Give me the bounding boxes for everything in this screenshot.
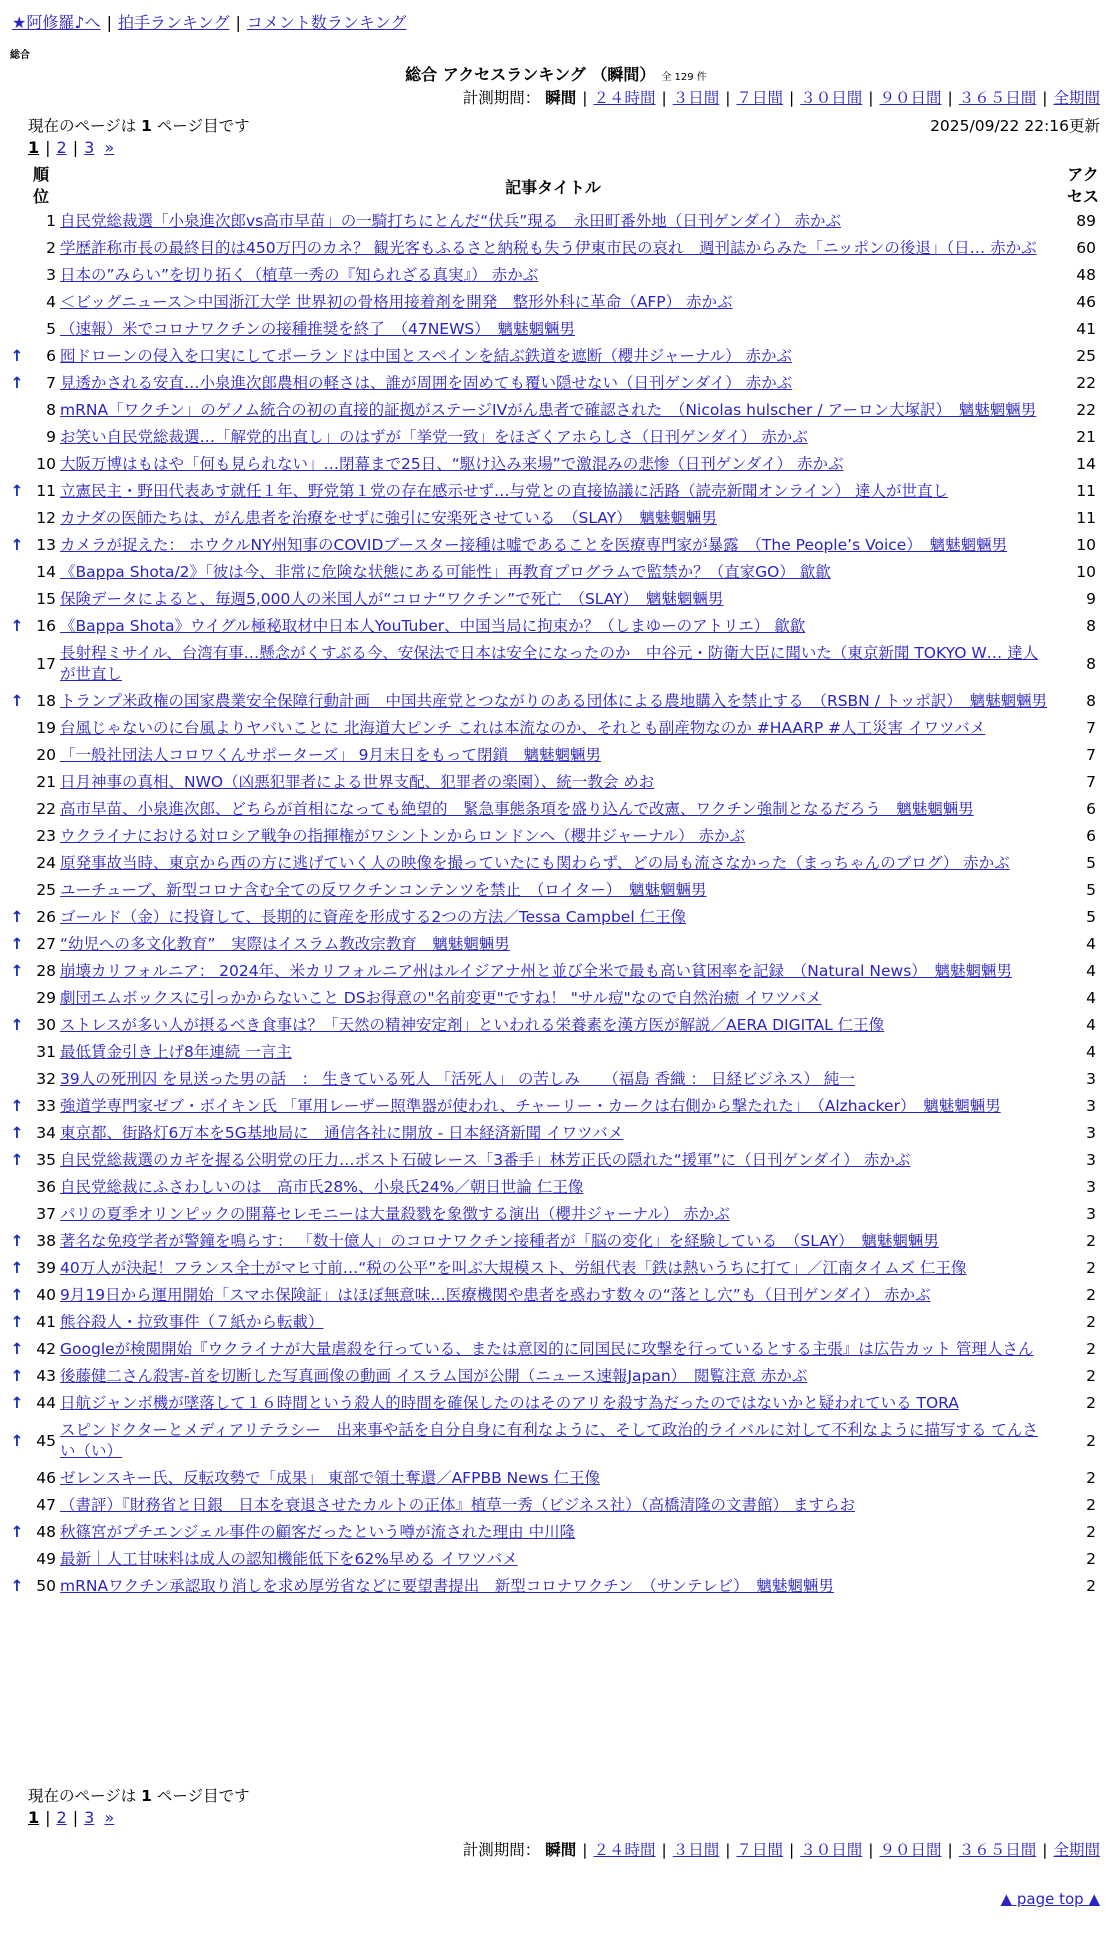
rank-number: 50: [36, 1577, 56, 1595]
period-label: 計測期間：: [462, 89, 541, 107]
rank-number: 38: [36, 1232, 56, 1250]
access-count: 8: [1086, 654, 1096, 673]
page-top-link[interactable]: ▲ page top ▲: [1000, 1890, 1100, 1908]
header-title: 記事タイトル: [505, 177, 601, 197]
access-count: 3: [1086, 1151, 1096, 1169]
article-link[interactable]: 崩壊カリフォルニア： 2024年、米カリフォルニア州はルイジアナ州と並び全米で最も高い貧困率を記録 （Natural News） 魑魅魍魎男: [60, 962, 1013, 980]
access-count: 7: [1086, 719, 1096, 737]
table-row: [8, 586, 1102, 613]
access-count: 41: [1076, 320, 1096, 338]
pager-next[interactable]: »: [104, 1808, 115, 1827]
table-row: [8, 985, 1102, 1012]
period-30d[interactable]: ３０日間: [800, 1841, 863, 1859]
rank-number: 32: [36, 1070, 56, 1088]
access-count: 22: [1076, 374, 1096, 392]
rank-number: 21: [36, 773, 56, 791]
period-90d[interactable]: ９０日間: [879, 1841, 942, 1859]
table-row: [8, 904, 1102, 931]
rank-number: 3: [46, 266, 56, 284]
article-link[interactable]: ゴールド（金）に投資して、長期的に資産を形成する2つの方法／Tessa Campbel 仁王像: [60, 908, 687, 926]
article-link[interactable]: 見透かされる安直…小泉進次郎農相の軽さは、誰が周囲を固めても覆い隠せない（日刊ゲンダイ） 赤かぶ: [60, 374, 793, 392]
article-link[interactable]: カメラが捉えた： ホウクルNY州知事のCOVIDブースター接種は嘘であることを医療専門家が暴露 （The People’s Voice） 魑魅魍魎男: [60, 536, 1008, 554]
rank-up-icon: ↑: [10, 1340, 24, 1358]
rank-number: 34: [36, 1124, 56, 1142]
article-link[interactable]: 保険データによると、毎週5,000人の米国人が“コロナ“ワクチン”で死亡 （SLAY） 魑魅魍魎男: [60, 590, 724, 608]
rank-up-icon: ↑: [10, 1367, 24, 1385]
table-row: [8, 823, 1102, 850]
period-90d[interactable]: ９０日間: [879, 89, 942, 107]
period-all[interactable]: 全期間: [1053, 1841, 1100, 1859]
article-link[interactable]: スピンドクターとメディアリテラシー 出来事や話を自分自身に有利なように、そして政治的ライバルに対して不利なように描写する てんさい（い）: [60, 1421, 1038, 1460]
rank-up-icon: ↑: [10, 1151, 24, 1169]
rank-up-icon: ↑: [10, 1313, 24, 1331]
article-link[interactable]: （速報）米でコロナワクチンの接種推奨を終了 （47NEWS） 魑魅魍魎男: [60, 320, 576, 338]
current-page-status-bottom: 現在のページは 1 ページ目です: [28, 1787, 250, 1805]
table-row: [8, 1363, 1102, 1390]
access-count: 4: [1086, 1043, 1096, 1061]
access-count: 60: [1076, 239, 1096, 257]
top-nav: [12, 10, 406, 33]
access-count: 22: [1076, 401, 1096, 419]
access-count: 3: [1086, 1124, 1096, 1142]
updated-timestamp: 2025/09/22 22:16更新: [930, 117, 1100, 135]
period-current: 瞬間: [545, 89, 577, 107]
access-count: 2: [1086, 1550, 1096, 1568]
article-link[interactable]: カナダの医師たちは、がん患者を治療をせずに強引に安楽死させている （SLAY） 魑魅魍魎男: [60, 509, 717, 527]
rank-number: 46: [36, 1469, 56, 1487]
table-row: [8, 850, 1102, 877]
article-link[interactable]: 9月19日から運用開始「スマホ保険証」はほぼ無意味…医療機関や患者を惑わす数々の“落とし穴”も（日刊ゲンダイ） 赤かぶ: [60, 1286, 931, 1304]
article-link[interactable]: 熊谷殺人・拉致事件（７紙から転載）: [60, 1313, 324, 1331]
rank-number: 42: [36, 1340, 56, 1358]
access-count: 4: [1086, 1016, 1096, 1034]
article-link[interactable]: “幼児への多文化教育” 実際はイスラム教改宗教育 魑魅魍魎男: [60, 935, 510, 953]
rank-number: 15: [36, 590, 56, 608]
access-count: 3: [1086, 1205, 1096, 1223]
access-count: 3: [1086, 1097, 1096, 1115]
table-row: [8, 289, 1102, 316]
table-row: [8, 1174, 1102, 1201]
article-link[interactable]: 自民党総裁にふさわしいのは 高市氏28%、小泉氏24%／朝日世論 仁王像: [60, 1178, 584, 1196]
access-count: 2: [1086, 1313, 1096, 1331]
header-count: [1048, 164, 1102, 208]
table-row: [8, 715, 1102, 742]
period-selector-bottom: 計測期間： 瞬間 | ２４時間 | ３日間 | ７日間 | ３０日間 | ９０日間 | ３６５日間 | 全期間: [462, 1841, 1100, 1859]
rank-up-icon: ↑: [10, 908, 24, 926]
table-row: [8, 1093, 1102, 1120]
table-row: [8, 742, 1102, 769]
rank-up-icon: ↑: [10, 1523, 24, 1541]
article-link[interactable]: 後藤健二さん殺害-首を切断した写真画像の動画 イスラム国が公開（ニュース速報Japan） 閲覧注意 赤かぶ: [60, 1367, 808, 1385]
rank-number: 17: [36, 654, 56, 673]
access-count: 11: [1076, 509, 1096, 527]
pager-page-2[interactable]: 2: [56, 138, 67, 157]
rank-number: 10: [36, 455, 56, 473]
rank-number: 33: [36, 1097, 56, 1115]
rank-number: 36: [36, 1178, 56, 1196]
article-link[interactable]: 大阪万博はもはや「何も見られない」…閉幕まで25日、“駆け込み来場”で激混みの悲惨（日刊ゲンダイ） 赤かぶ: [60, 455, 844, 473]
rank-up-icon: ↑: [10, 935, 24, 953]
rank-number: 5: [46, 320, 56, 338]
access-count: 2: [1086, 1469, 1096, 1487]
access-count: 6: [1086, 827, 1096, 845]
article-link[interactable]: トランプ米政権の国家農業安全保障行動計画 中国共産党とつながりのある団体による農地購入を禁止する （RSBN / トッポ訳） 魑魅魍魎男: [60, 692, 1048, 710]
period-30d[interactable]: ３０日間: [800, 89, 863, 107]
access-count: 8: [1086, 617, 1096, 635]
rank-up-icon: ↑: [10, 1232, 24, 1250]
rank-number: 28: [36, 962, 56, 980]
rank-number: 35: [36, 1151, 56, 1169]
table-row: [8, 877, 1102, 904]
current-page-status: 現在のページは 1 ページ目です: [28, 117, 250, 135]
pager-current: 1: [28, 138, 40, 157]
access-count: 48: [1076, 266, 1096, 284]
clap-ranking-link[interactable]: 拍手ランキング: [117, 13, 230, 32]
article-link[interactable]: ユーチューブ、新型コロナ含む全ての反ワクチンコンテンツを禁止 （ロイター） 魑魅魍魎男: [60, 881, 707, 899]
rank-up-icon: ↑: [10, 1124, 24, 1142]
period-all[interactable]: 全期間: [1053, 89, 1100, 107]
pager-top: 1 | 2 | 3 »: [28, 138, 115, 157]
access-count: 2: [1086, 1232, 1096, 1250]
access-count: 46: [1076, 293, 1096, 311]
rank-number: 44: [36, 1394, 56, 1412]
article-link[interactable]: 自民党総裁選「小泉進次郎vs高市早苗」の一騎打ちにとんだ“伏兵”現る 永田町番外地（日刊ゲンダイ） 赤かぶ: [60, 212, 841, 230]
table-row: [8, 1012, 1102, 1039]
rank-up-icon: ↑: [10, 692, 24, 710]
rank-number: 16: [36, 617, 56, 635]
article-link[interactable]: ゼレンスキー氏、反転攻勢で「成果」 東部で領土奪還／AFPBB News 仁王像: [60, 1469, 600, 1487]
rank-up-icon: ↑: [10, 1431, 24, 1450]
table-row: [8, 370, 1102, 397]
article-link[interactable]: mRNAワクチン承認取り消しを求め厚労省などに要望書提出 新型コロナワクチン （サンテレビ） 魑魅魍魎男: [60, 1577, 834, 1595]
article-link[interactable]: ＜ビッグニュース＞中国浙江大学 世界初の骨格用接着剤を開発 整形外科に革命（AFP） 赤かぶ: [60, 293, 733, 311]
table-row: [8, 769, 1102, 796]
nav-separator: |: [235, 13, 241, 32]
current-page-number: 1: [141, 117, 152, 135]
access-count: 2: [1086, 1286, 1096, 1304]
table-row: [8, 1039, 1102, 1066]
article-link[interactable]: 著名な免疫学者が警鐘を鳴らす： 「数十億人」のコロナワクチン接種者が「脳の変化」を経験している （SLAY） 魑魅魍魎男: [60, 1232, 939, 1250]
pager-bottom: 1 | 2 | 3 »: [28, 1808, 115, 1827]
access-count: 5: [1086, 854, 1096, 872]
rank-number: 49: [36, 1550, 56, 1568]
access-count: 5: [1086, 908, 1096, 926]
rank-up-icon: ↑: [10, 1259, 24, 1277]
access-count: 2: [1086, 1259, 1096, 1277]
period-24h[interactable]: ２４時間: [593, 89, 656, 107]
period-7d[interactable]: ７日間: [736, 89, 783, 107]
access-count: 3: [1086, 1178, 1096, 1196]
table-row: [8, 796, 1102, 823]
rank-number: 27: [36, 935, 56, 953]
rank-number: 19: [36, 719, 56, 737]
access-count: 89: [1076, 212, 1096, 230]
article-link[interactable]: 東京都、街路灯6万本を5G基地局に 通信各社に開放 - 日本経済新聞 イワツバメ: [60, 1124, 624, 1142]
rank-number: 40: [36, 1286, 56, 1304]
table-row: [8, 424, 1102, 451]
rank-up-icon: ↑: [10, 347, 24, 365]
article-link[interactable]: 台風じゃないのに台風よりヤバいことに 北海道大ピンチ これは本流なのか、それとも副産物なのか #HAARP #人工災害 イワツバメ: [60, 719, 986, 737]
article-link[interactable]: ストレスが多い人が摂るべき食事は？「天然の精神安定剤」といわれる栄養素を漢方医が解説／AERA DIGITAL 仁王像: [60, 1016, 885, 1034]
category-label: 総合: [10, 50, 30, 61]
rank-number: 37: [36, 1205, 56, 1223]
ranking-rows: [8, 208, 1102, 1600]
access-count: 2: [1086, 1496, 1096, 1514]
table-row: [8, 931, 1102, 958]
period-365d[interactable]: ３６５日間: [958, 89, 1037, 107]
table-row: [8, 1492, 1102, 1519]
period-selector: 計測期間： 瞬間 | ２４時間 | ３日間 | ７日間 | ３０日間 | ９０日間 | ３６５日間 | 全期間: [462, 89, 1100, 107]
rank-number: 30: [36, 1016, 56, 1034]
rank-up-icon: ↑: [10, 374, 24, 392]
article-link[interactable]: Googleが検閲開始『ウクライナが大量虐殺を行っている、または意図的に同国民に攻撃を行っているとする主張』は広告カット 管理人さん: [60, 1340, 1034, 1358]
table-row: [8, 1201, 1102, 1228]
header-count-label: アクセス: [1066, 165, 1099, 206]
access-count: 8: [1086, 692, 1096, 710]
table-row: [8, 532, 1102, 559]
access-count: 7: [1086, 746, 1096, 764]
article-link[interactable]: 劇団エムボックスに引っかからないこと DSお得意の"名前変更"ですね！ "サル痘"なので自然治癒 イワツバメ: [60, 989, 822, 1007]
rank-up-icon: ↑: [10, 1394, 24, 1412]
rank-number: 20: [36, 746, 56, 764]
table-row: [8, 1147, 1102, 1174]
rank-number: 26: [36, 908, 56, 926]
rank-number: 18: [36, 692, 56, 710]
table-row: [8, 1465, 1102, 1492]
table-row: [8, 958, 1102, 985]
table-row: [8, 1255, 1102, 1282]
article-link[interactable]: ウクライナにおける対ロシア戦争の指揮権がワシントンからロンドンへ（櫻井ジャーナル） 赤かぶ: [60, 827, 745, 845]
ranking-table: [8, 164, 1102, 1600]
table-header: [8, 164, 1102, 208]
table-row: [8, 316, 1102, 343]
table-row: [8, 451, 1102, 478]
rank-number: 11: [36, 482, 56, 500]
access-count: 10: [1076, 563, 1096, 581]
access-count: 2: [1086, 1394, 1096, 1412]
table-row: [8, 1546, 1102, 1573]
table-row: [8, 1336, 1102, 1363]
table-row: [8, 1390, 1102, 1417]
rank-up-icon: ↑: [10, 536, 24, 554]
table-row: [8, 505, 1102, 532]
rank-number: 43: [36, 1367, 56, 1385]
page-title: [0, 62, 1112, 85]
nav-separator: |: [106, 13, 112, 32]
article-link[interactable]: 学歴詐称市長の最終目的は450万円のカネ？ 観光客もふるさと納税も失う伊東市民の哀れ 週刊誌からみた「ニッポンの後退」（日… 赤かぶ: [60, 239, 1037, 257]
rank-number: 2: [46, 239, 56, 257]
rank-number: 4: [46, 293, 56, 311]
table-row: [8, 478, 1102, 505]
home-link[interactable]: ★阿修羅♪へ: [12, 13, 101, 32]
access-count: 7: [1086, 773, 1096, 791]
rank-up-icon: ↑: [10, 1097, 24, 1115]
header-rank-label: 順位: [33, 165, 50, 206]
rank-number: 9: [46, 428, 56, 446]
access-count: 4: [1086, 962, 1096, 980]
article-link[interactable]: 自民党総裁選のカギを握る公明党の圧力…ポスト石破レース「3番手」林芳正氏の隠れた“援軍”に（日刊ゲンダイ） 赤かぶ: [60, 1151, 911, 1169]
rank-number: 22: [36, 800, 56, 818]
rank-number: 1: [46, 212, 56, 230]
access-count: 2: [1086, 1577, 1096, 1595]
access-count: 2: [1086, 1431, 1096, 1450]
rank-number: 24: [36, 854, 56, 872]
article-link[interactable]: 強道学専門家ゼブ・ボイキン氏 「軍用レーザー照準器が使われ、チャーリー・カークは右側から撃たれた」 （Alzhacker） 魑魅魍魎男: [60, 1097, 1001, 1115]
article-link[interactable]: 最低賃金引き上げ8年連続 一言主: [60, 1043, 292, 1061]
article-link[interactable]: 日月神事の真相、NWO（凶悪犯罪者による世界支配、犯罪者の楽園）、統一教会 めお: [60, 773, 655, 791]
pager-page-2[interactable]: 2: [56, 1808, 67, 1827]
article-link[interactable]: 高市早苗、小泉進次郎、どちらが首相になっても絶望的 緊急事態条項を盛り込んで改憲、ワクチン強制となるだろう 魑魅魍魎男: [60, 800, 974, 818]
access-count: 2: [1086, 1367, 1096, 1385]
access-count: 2: [1086, 1340, 1096, 1358]
access-count: 25: [1076, 347, 1096, 365]
comment-ranking-link[interactable]: コメント数ランキング: [246, 13, 407, 32]
table-row: [8, 262, 1102, 289]
rank-number: 14: [36, 563, 56, 581]
access-count: 14: [1076, 455, 1096, 473]
article-link[interactable]: 長射程ミサイル、台湾有事…懸念がくすぶる今、安保法で日本は安全になったのか 中谷元・防衛大臣に聞いた（東京新聞 TOKYO W… 達人が世直し: [60, 644, 1039, 683]
table-row: [8, 1573, 1102, 1600]
period-3d[interactable]: ３日間: [672, 1841, 720, 1859]
article-link[interactable]: （書評）『財務省と日銀 日本を衰退させたカルトの正体』植草一秀（ビジネス社）（高橋清隆の文書館） ますらお: [60, 1496, 855, 1514]
rank-number: 8: [46, 401, 56, 419]
table-row: [8, 559, 1102, 586]
rank-number: 6: [46, 347, 56, 365]
table-row: [8, 1282, 1102, 1309]
rank-up-icon: ↑: [10, 962, 24, 980]
pager-page-3[interactable]: 3: [84, 138, 95, 157]
access-count: 4: [1086, 935, 1096, 953]
period-24h[interactable]: ２４時間: [593, 1841, 656, 1859]
rank-number: 12: [36, 509, 56, 527]
period-7d[interactable]: ７日間: [736, 1841, 783, 1859]
article-link[interactable]: 39人の死刑囚 を見送った男の話 ： 生きている死人 「活死人」 の苦しみ （福島 香織 ： 日経ビジネス） 純一: [60, 1070, 855, 1088]
page-title-text: 総合 アクセスランキング （瞬間）: [405, 65, 656, 84]
access-count: 6: [1086, 800, 1096, 818]
table-row: [8, 235, 1102, 262]
table-row: [8, 1066, 1102, 1093]
access-count: 2: [1086, 1523, 1096, 1541]
table-row: [8, 208, 1102, 235]
total-count: 全 129 件: [661, 72, 707, 83]
period-365d[interactable]: ３６５日間: [958, 1841, 1037, 1859]
rank-number: 25: [36, 881, 56, 899]
article-link[interactable]: mRNA「ワクチン」のゲノム統合の初の直接的証拠がステージIVがん患者で確認された （Nicolas hulscher / アーロン大塚訳） 魑魅魍魎男: [60, 401, 1037, 419]
article-link[interactable]: 最新｜人工甘味料は成人の認知機能低下を62%早める イワツバメ: [60, 1550, 518, 1568]
rank-up-icon: ↑: [10, 482, 24, 500]
table-row: [8, 613, 1102, 640]
rank-number: 7: [46, 374, 56, 392]
table-row: [8, 343, 1102, 370]
rank-up-icon: ↑: [10, 1286, 24, 1304]
article-link[interactable]: 日本の”みらい”を切り拓く（植草一秀の『知られざる真実』） 赤かぶ: [60, 266, 539, 284]
article-link[interactable]: 「一般社団法人コロワくんサポーターズ」 9月末日をもって閉鎖 魑魅魍魎男: [60, 746, 602, 764]
rank-number: 41: [36, 1313, 56, 1331]
access-count: 21: [1076, 428, 1096, 446]
article-link[interactable]: 原発事故当時、東京から西の方に逃げていく人の映像を撮っていたにも関わらず、どの局も流さなかった（まっちゃんのブログ） 赤かぶ: [60, 854, 1010, 872]
table-row: [8, 1120, 1102, 1147]
header-rank: [26, 164, 58, 208]
table-row: [8, 640, 1102, 688]
article-link[interactable]: お笑い自民党総裁選…「解党的出直し」のはずが「挙党一致」をほざくアホらしさ（日刊ゲンダイ） 赤かぶ: [60, 428, 808, 446]
rank-number: 39: [36, 1259, 56, 1277]
access-count: 10: [1076, 536, 1096, 554]
article-link[interactable]: 立憲民主・野田代表あす就任１年、野党第１党の存在感示せず…与党との直接協議に活路（読売新聞オンライン） 達人が世直し: [60, 482, 948, 500]
pager-page-3[interactable]: 3: [84, 1808, 95, 1827]
article-link[interactable]: 《Bappa Shota/2》「彼は今、非常に危険な状態にある可能性」再教育プログラムで監禁か？（直家GO） 歙歙: [60, 563, 831, 581]
table-row: [8, 1417, 1102, 1465]
access-count: 11: [1076, 482, 1096, 500]
table-row: [8, 1309, 1102, 1336]
article-link[interactable]: パリの夏季オリンピックの開幕セレモニーは大量殺戮を象徴する演出（櫻井ジャーナル） 赤かぶ: [60, 1205, 730, 1223]
rank-number: 47: [36, 1496, 56, 1514]
rank-number: 23: [36, 827, 56, 845]
rank-number: 45: [36, 1431, 56, 1450]
table-row: [8, 397, 1102, 424]
article-link[interactable]: 囮ドローンの侵入を口実にしてポーランドは中国とスペインを結ぶ鉄道を遮断（櫻井ジャーナル） 赤かぶ: [60, 347, 793, 365]
rank-up-icon: ↑: [10, 1016, 24, 1034]
rank-up-icon: ↑: [10, 617, 24, 635]
access-count: 3: [1086, 1070, 1096, 1088]
article-link[interactable]: 秋篠宮がプチエンジェル事件の顧客だったという噂が流された理由 中川隆: [60, 1523, 576, 1541]
period-3d[interactable]: ３日間: [672, 89, 720, 107]
rank-number: 31: [36, 1043, 56, 1061]
pager-next[interactable]: »: [104, 138, 115, 157]
rank-number: 13: [36, 536, 56, 554]
rank-number: 48: [36, 1523, 56, 1541]
table-row: [8, 1519, 1102, 1546]
access-count: 5: [1086, 881, 1096, 899]
article-link[interactable]: 《Bappa Shota》ウイグル極秘取材中日本人YouTuber、中国当局に拘束か？（しまゆーのアトリエ） 歙歙: [60, 617, 806, 635]
rank-number: 29: [36, 989, 56, 1007]
rank-up-icon: ↑: [10, 1577, 24, 1595]
table-row: [8, 688, 1102, 715]
pager-current: 1: [28, 1808, 40, 1827]
article-link[interactable]: 日航ジャンボ機が墜落して１６時間という殺人的時間を確保したのはそのアリを殺す為だったのではないかと疑われている TORA: [60, 1394, 959, 1412]
article-link[interactable]: 40万人が決起！フランス全土がマヒ寸前…“税の公平”を叫ぶ大規模スト、労組代表「鉄は熱いうちに打て」／江南タイムズ 仁王像: [60, 1259, 967, 1277]
access-count: 9: [1086, 590, 1096, 608]
access-count: 4: [1086, 989, 1096, 1007]
table-row: [8, 1228, 1102, 1255]
